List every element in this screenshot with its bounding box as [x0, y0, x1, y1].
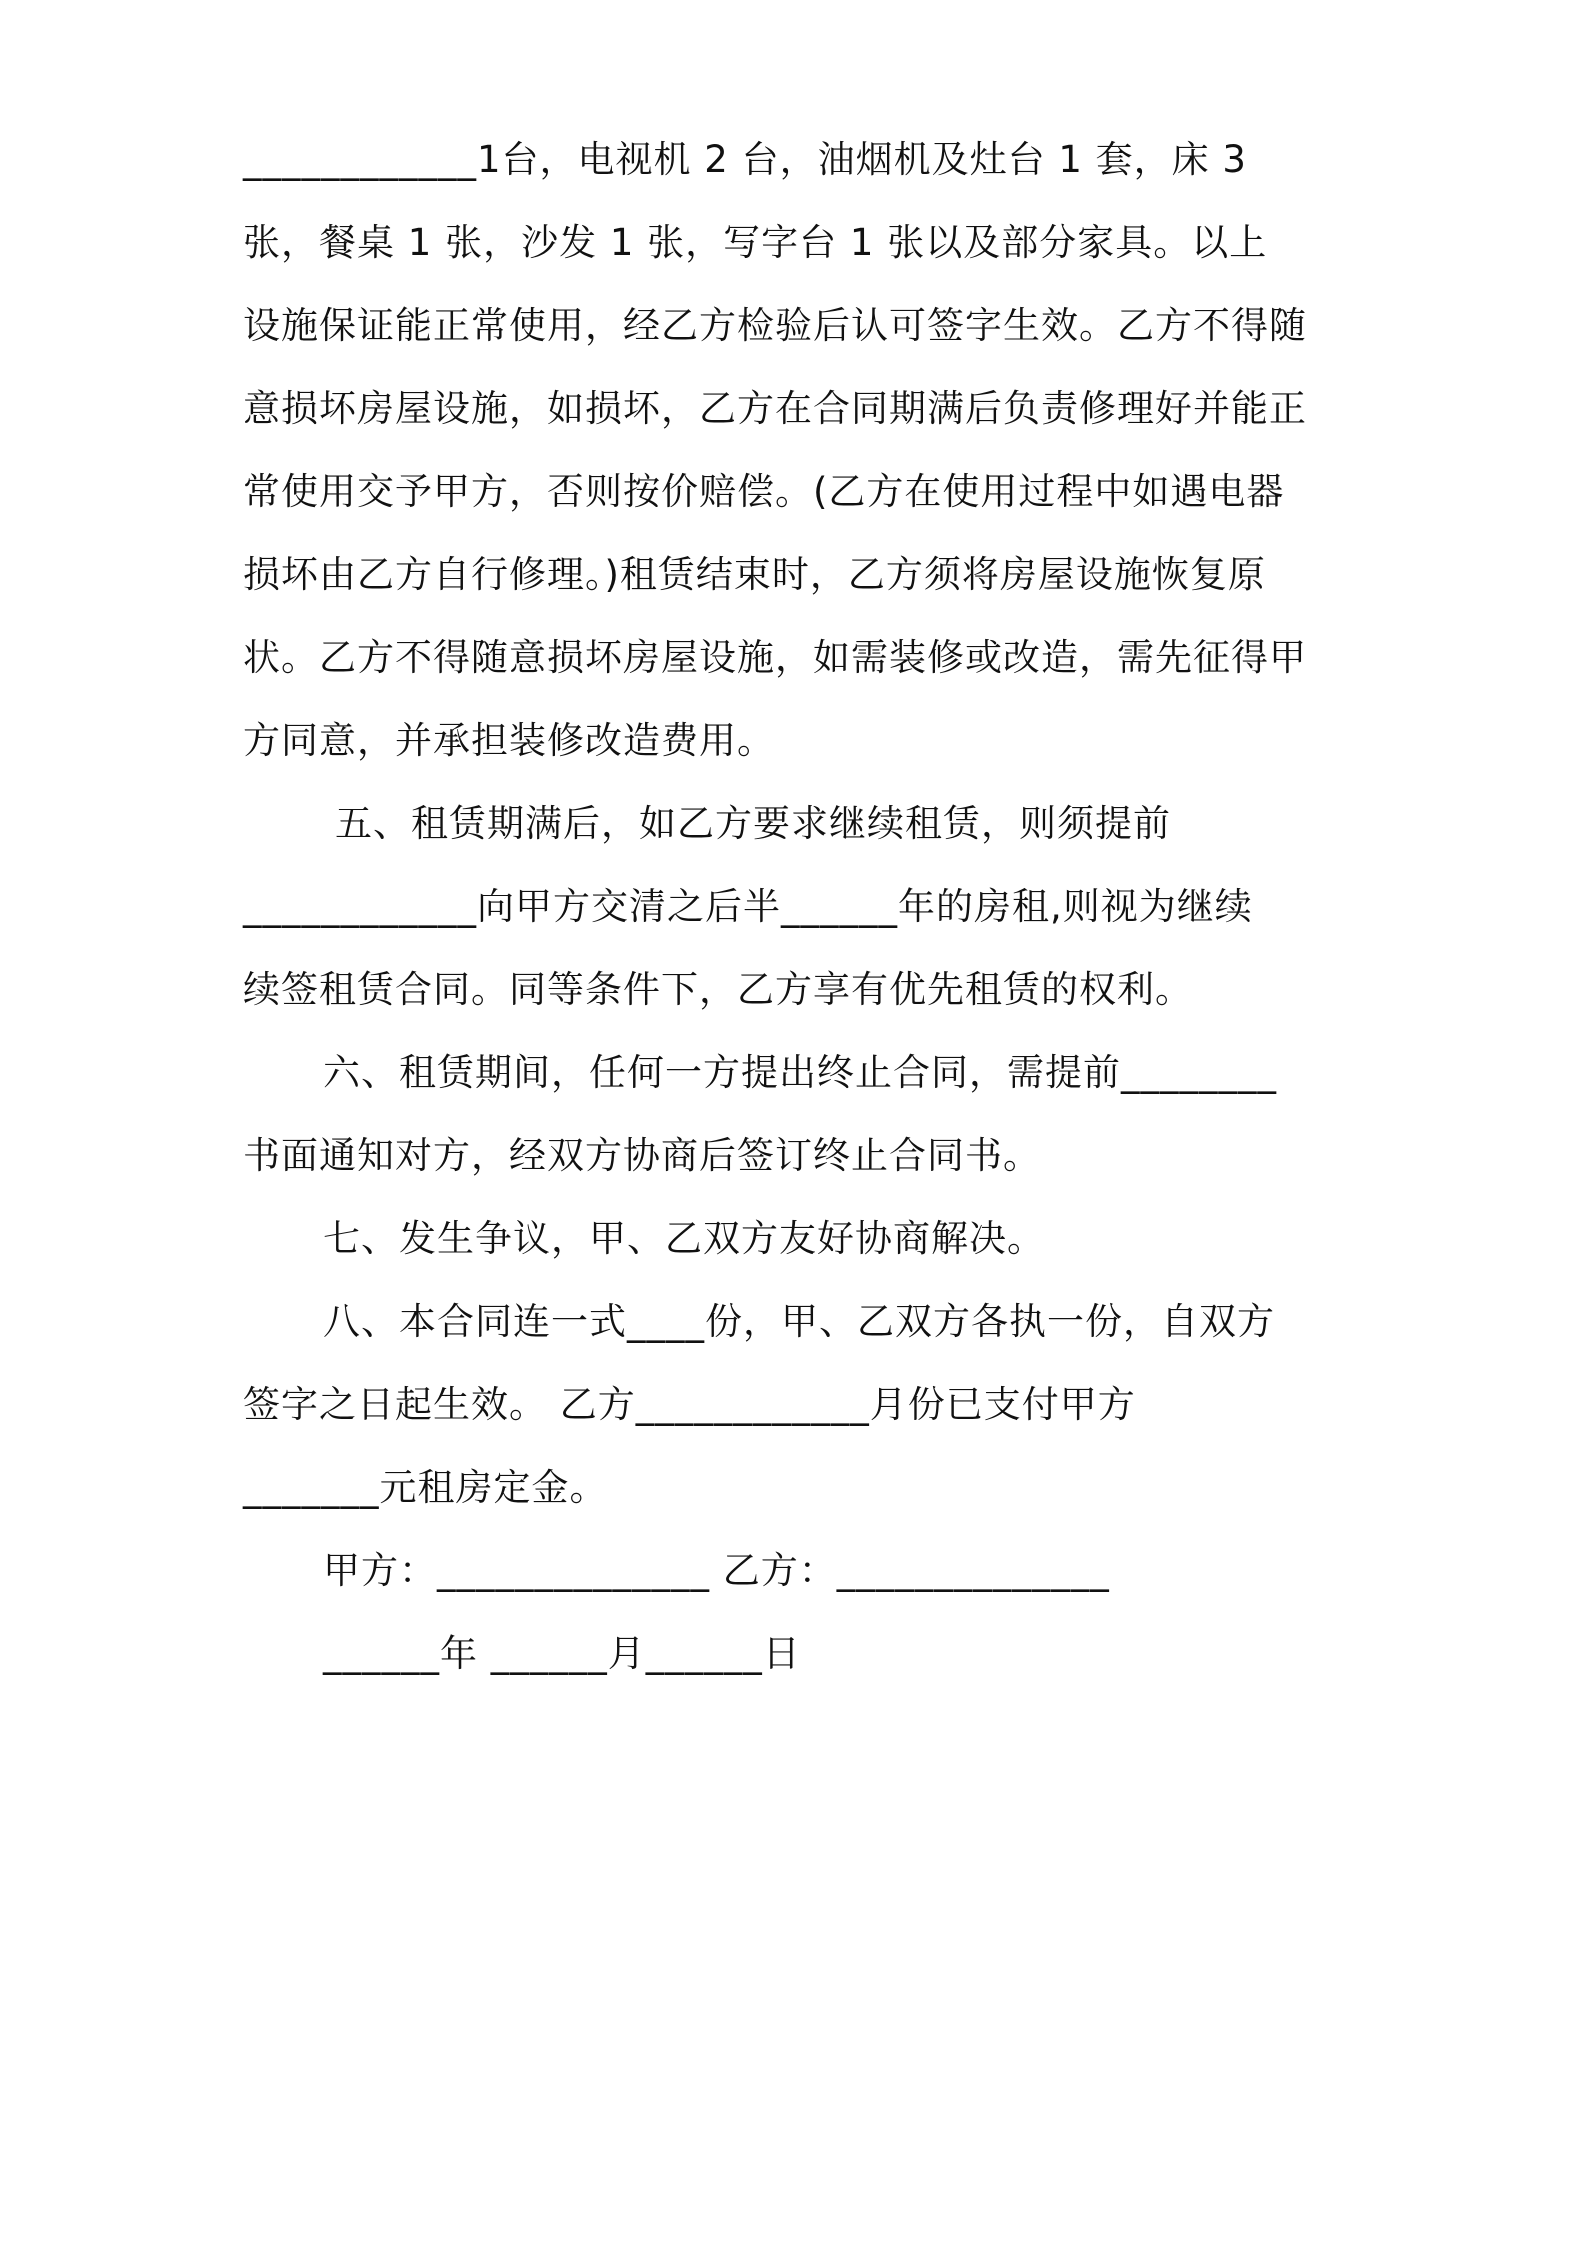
- clause-6-line-2: 书面通知对方，经双方协商后签订终止合同书。: [243, 1134, 1041, 1177]
- text-line-7: 状。乙方不得随意损坏房屋设施，如需装修或改造，需先征得甲: [243, 636, 1307, 679]
- clause-5-line-3: 续签租赁合同。同等条件下，乙方享有优先租赁的权利。: [243, 968, 1193, 1011]
- clause-8-line-2: 签字之日起生效。 乙方____________月份已支付甲方: [243, 1383, 1136, 1426]
- clause-8-line-3: _______元租房定金。: [243, 1466, 608, 1509]
- clause-6-line-1: 六、租赁期间，任何一方提出终止合同，需提前________: [323, 1051, 1277, 1094]
- text-line-4: 意损坏房屋设施，如损坏，乙方在合同期满后负责修理好并能正: [243, 387, 1307, 430]
- text-line-5: 常使用交予甲方，否则按价赔偿。(乙方在使用过程中如遇电器: [243, 470, 1285, 513]
- clause-8-line-1: 八、本合同连一式____份，甲、乙双方各执一份，自双方: [323, 1300, 1275, 1343]
- clause-7-line-1: 七、发生争议，甲、乙双方友好协商解决。: [323, 1217, 1045, 1260]
- signature-line: 甲方：______________ 乙方：______________: [323, 1549, 1110, 1592]
- text-line-2: 张，餐桌 1 张，沙发 1 张，写字台 1 张以及部分家具。以上: [243, 221, 1268, 264]
- date-line: ______年 ______月______日: [323, 1632, 801, 1675]
- text-line-1: ____________1台，电视机 2 台，油烟机及灶台 1 套，床 3: [243, 138, 1247, 181]
- text-line-6: 损坏由乙方自行修理。)租赁结束时，乙方须将房屋设施恢复原: [243, 553, 1266, 596]
- clause-5-line-2: ____________向甲方交清之后半______年的房租,则视为继续: [243, 885, 1253, 928]
- contract-body: [243, 118, 1353, 1695]
- clause-5-line-1: 五、租赁期满后，如乙方要求继续租赁，则须提前: [335, 802, 1171, 845]
- text-line-3: 设施保证能正常使用，经乙方检验后认可签字生效。乙方不得随: [243, 304, 1307, 347]
- text-line-8: 方同意，并承担装修改造费用。: [243, 719, 775, 762]
